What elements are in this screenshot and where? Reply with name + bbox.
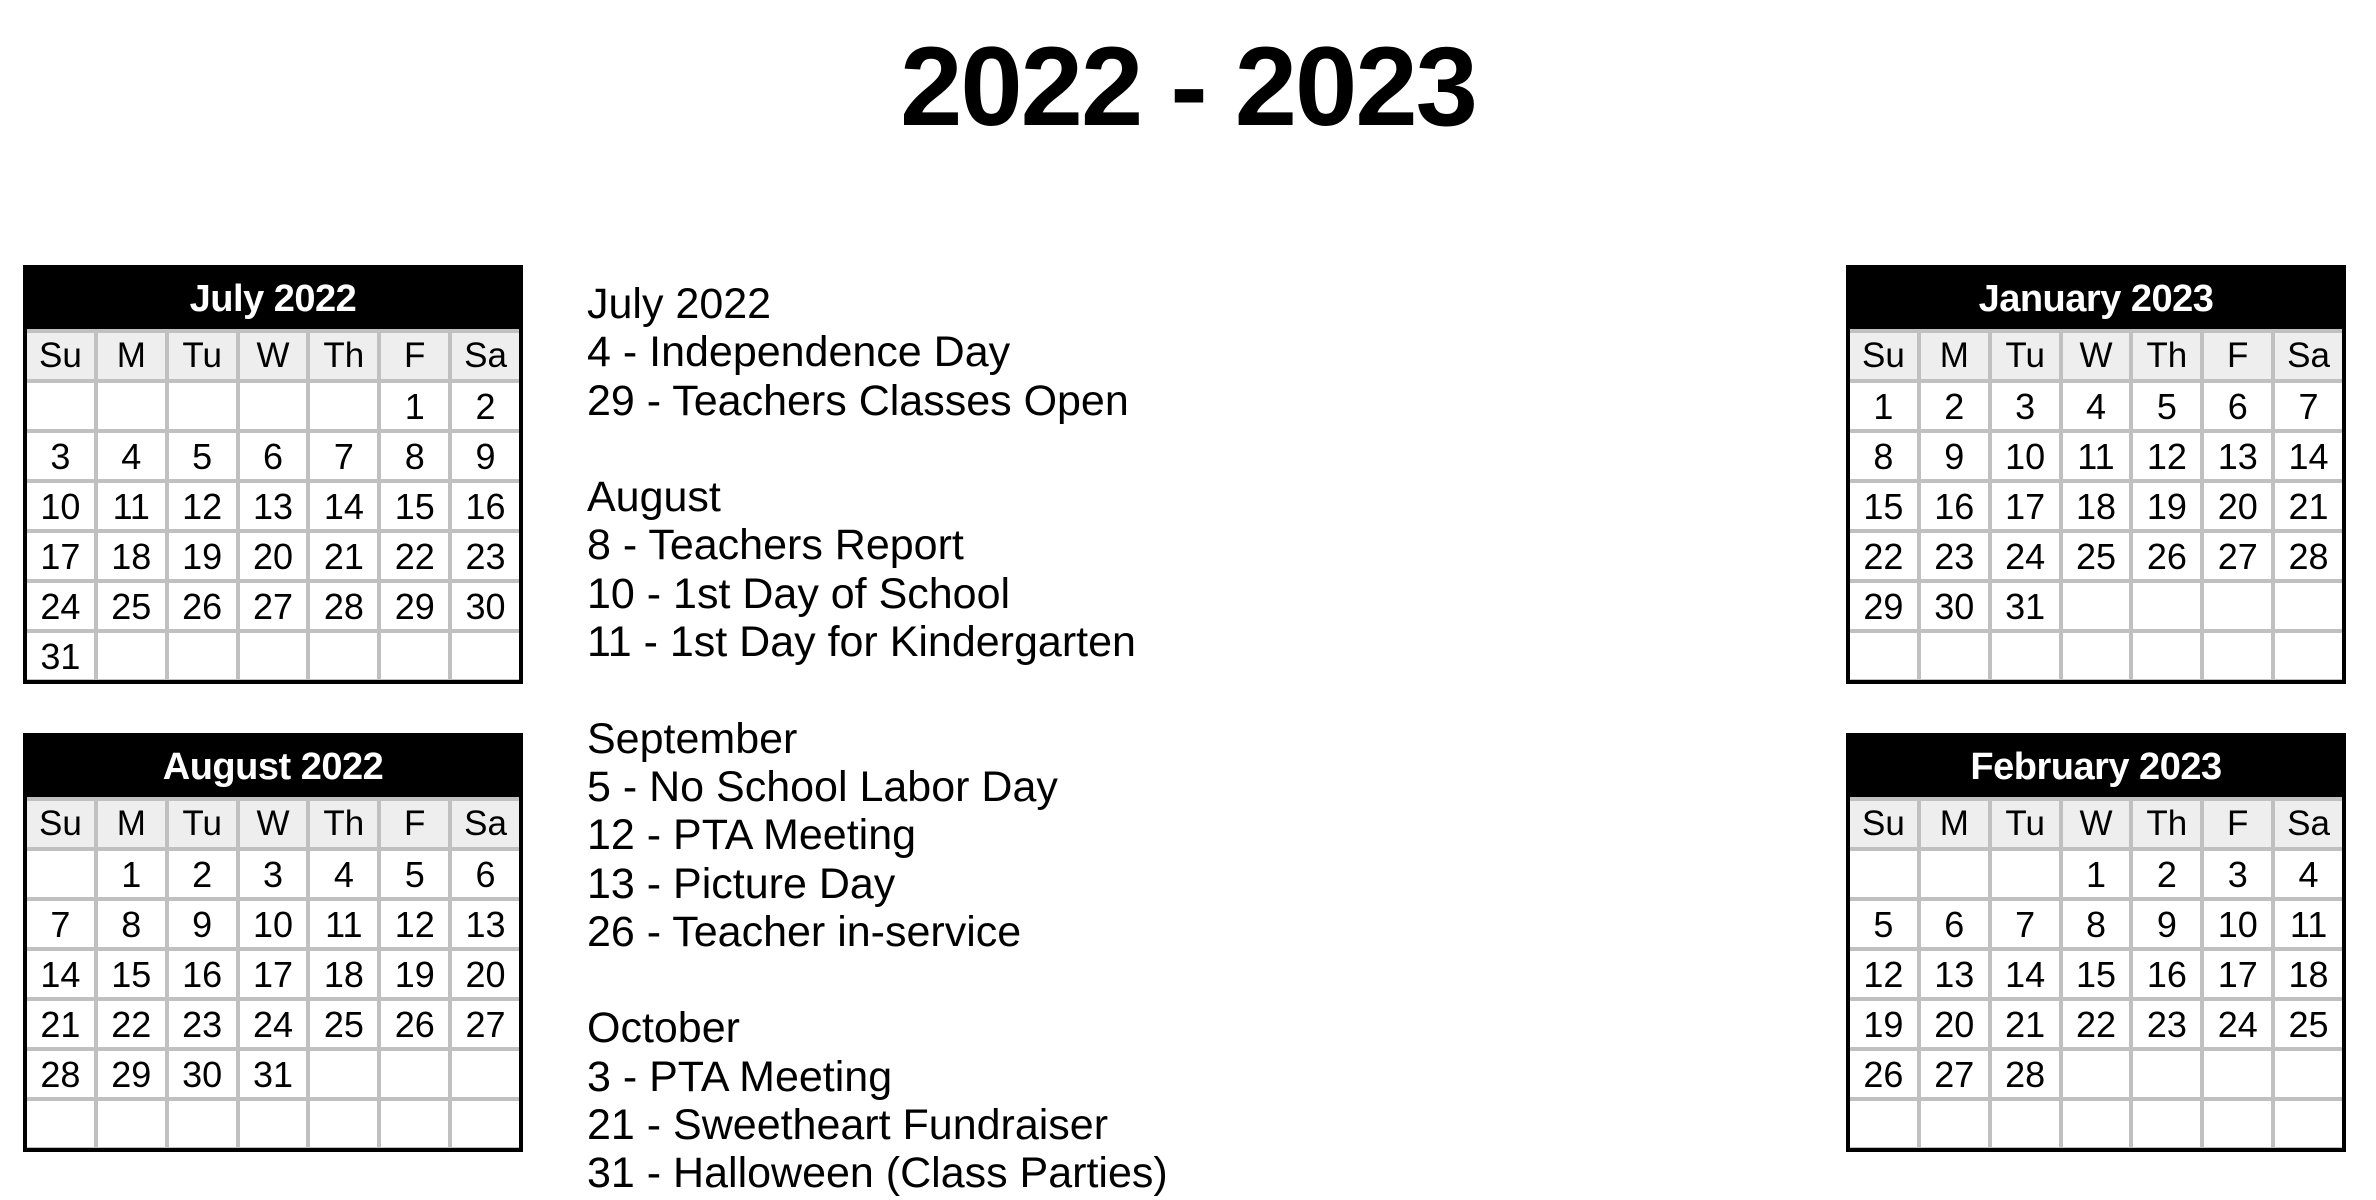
day-cell: 28 [1992,1051,2059,1097]
day-cell: 18 [98,533,165,579]
day-cell [381,1051,448,1097]
day-cell: 23 [452,533,519,579]
event-item: 13 - Picture Day [587,859,896,908]
day-cell: 31 [240,1051,307,1097]
day-cell: 22 [98,1001,165,1047]
day-cell: 18 [310,951,377,997]
weekday-header: M [98,333,165,379]
event-group-spacer [587,956,1168,1004]
day-cell: 31 [1992,583,2059,629]
day-cell [452,1101,519,1147]
day-cell: 19 [1850,1001,1917,1047]
event-item: 26 - Teacher in-service [587,907,1022,956]
day-cell: 21 [27,1001,94,1047]
day-cell [169,383,236,429]
day-cell: 10 [2204,901,2271,947]
day-cell: 11 [310,901,377,947]
day-cell: 31 [27,633,94,679]
day-cell: 24 [27,583,94,629]
day-cell [2133,583,2200,629]
day-cell: 15 [381,483,448,529]
day-cell [310,1101,377,1147]
day-cell [2133,1101,2200,1147]
day-cell: 3 [27,433,94,479]
day-cell: 5 [2133,383,2200,429]
day-cell: 9 [169,901,236,947]
day-cell [240,633,307,679]
day-cell: 16 [1921,483,1988,529]
day-cell: 6 [2204,383,2271,429]
weekday-header: Su [27,333,94,379]
day-cell: 5 [381,851,448,897]
day-cell [27,1101,94,1147]
day-cell: 16 [2133,951,2200,997]
day-cell: 12 [169,483,236,529]
event-item: 8 - Teachers Report [587,521,964,570]
day-cell: 8 [381,433,448,479]
day-cell [310,1051,377,1097]
event-item: 21 - Sweetheart Fundraiser [587,1101,1109,1150]
day-cell [1850,633,1917,679]
event-item: 10 - 1st Day of School [587,569,1011,618]
day-cell: 13 [2204,433,2271,479]
day-cell: 15 [98,951,165,997]
weekday-header: Tu [169,333,236,379]
day-cell: 26 [2133,533,2200,579]
day-cell: 23 [169,1001,236,1047]
day-cell: 9 [1921,433,1988,479]
day-cell: 21 [310,533,377,579]
day-cell: 6 [452,851,519,897]
day-cell: 3 [240,851,307,897]
day-cell: 17 [1992,483,2059,529]
event-group-spacer [587,666,1168,714]
weekday-header: Su [1850,333,1917,379]
day-cell: 10 [27,483,94,529]
weekday-header: W [240,801,307,847]
day-cell: 5 [1850,901,1917,947]
day-cell: 17 [240,951,307,997]
event-item: 5 - No School Labor Day [587,762,1058,811]
day-cell [310,633,377,679]
day-cell [2204,1051,2271,1097]
day-cell: 4 [98,433,165,479]
day-cell: 20 [240,533,307,579]
day-cell: 13 [452,901,519,947]
weekday-header: Su [1850,801,1917,847]
day-cell: 8 [2063,901,2130,947]
weekday-header: F [381,333,448,379]
day-cell [2204,1101,2271,1147]
day-cell [240,383,307,429]
day-cell [98,633,165,679]
day-cell: 23 [1921,533,1988,579]
day-cell: 3 [1992,383,2059,429]
day-cell [169,1101,236,1147]
event-month-heading: October [587,1004,740,1053]
event-item: 29 - Teachers Classes Open [587,376,1129,425]
day-cell: 28 [27,1051,94,1097]
event-item: 12 - PTA Meeting [587,811,917,860]
day-cell: 20 [2204,483,2271,529]
day-cell [2133,1051,2200,1097]
day-cell: 21 [2275,483,2342,529]
weekday-header: Sa [452,333,519,379]
day-cell: 6 [1921,901,1988,947]
event-item: 31 - Halloween (Class Parties) [587,1149,1168,1198]
day-cell [1850,851,1917,897]
day-cell: 4 [2063,383,2130,429]
day-cell: 30 [1921,583,1988,629]
day-cell [310,383,377,429]
day-cell: 26 [1850,1051,1917,1097]
weekday-header: Th [2133,333,2200,379]
weekday-header: Th [2133,801,2200,847]
day-cell: 9 [2133,901,2200,947]
day-cell: 8 [98,901,165,947]
day-cell: 30 [169,1051,236,1097]
day-cell: 25 [310,1001,377,1047]
calendar-grid [1850,329,2342,680]
weekday-header: M [1921,801,1988,847]
day-cell [381,633,448,679]
calendar-january-2023 [1846,265,2346,684]
weekday-header: Tu [1992,801,2059,847]
day-cell [169,633,236,679]
day-cell: 3 [2204,851,2271,897]
weekday-header: M [98,801,165,847]
day-cell: 14 [310,483,377,529]
events-list [587,280,1168,1198]
day-cell: 16 [452,483,519,529]
event-month-heading: August [587,473,721,522]
event-month-heading: September [587,714,798,763]
day-cell: 18 [2275,951,2342,997]
day-cell [98,1101,165,1147]
day-cell: 19 [2133,483,2200,529]
day-cell: 11 [2063,433,2130,479]
calendar-month-title: February 2023 [1850,737,2342,797]
day-cell: 15 [1850,483,1917,529]
day-cell [27,383,94,429]
day-cell [240,1101,307,1147]
day-cell: 8 [1850,433,1917,479]
day-cell: 21 [1992,1001,2059,1047]
day-cell: 7 [1992,901,2059,947]
day-cell: 29 [98,1051,165,1097]
weekday-header: F [381,801,448,847]
day-cell: 28 [310,583,377,629]
day-cell: 5 [169,433,236,479]
day-cell: 10 [1992,433,2059,479]
day-cell [2275,583,2342,629]
day-cell: 28 [2275,533,2342,579]
weekday-header: Sa [2275,333,2342,379]
calendar-grid [1850,797,2342,1148]
day-cell: 27 [2204,533,2271,579]
weekday-header: Th [310,333,377,379]
day-cell: 11 [98,483,165,529]
event-item: 11 - 1st Day for Kindergarten [587,618,1136,667]
day-cell [2063,633,2130,679]
page-title: 2022 - 2023 [900,24,1476,149]
day-cell [2063,1101,2130,1147]
day-cell: 29 [381,583,448,629]
day-cell: 6 [240,433,307,479]
day-cell [1921,851,1988,897]
day-cell [27,851,94,897]
day-cell: 27 [452,1001,519,1047]
day-cell [2204,583,2271,629]
day-cell [98,383,165,429]
day-cell [1992,633,2059,679]
event-item: 3 - PTA Meeting [587,1052,893,1101]
day-cell: 20 [452,951,519,997]
day-cell: 22 [381,533,448,579]
day-cell: 13 [240,483,307,529]
day-cell: 1 [1850,383,1917,429]
day-cell: 1 [2063,851,2130,897]
day-cell: 24 [2204,1001,2271,1047]
day-cell: 30 [452,583,519,629]
weekday-header: Tu [169,801,236,847]
weekday-header: Tu [1992,333,2059,379]
day-cell: 9 [452,433,519,479]
day-cell: 12 [2133,433,2200,479]
calendar-month-title: January 2023 [1850,269,2342,329]
day-cell [452,1051,519,1097]
weekday-header: Sa [452,801,519,847]
day-cell: 23 [2133,1001,2200,1047]
day-cell: 17 [27,533,94,579]
day-cell: 24 [1992,533,2059,579]
day-cell: 4 [310,851,377,897]
day-cell: 26 [381,1001,448,1047]
calendar-february-2023 [1846,733,2346,1152]
day-cell: 14 [27,951,94,997]
day-cell [2063,1051,2130,1097]
day-cell: 27 [240,583,307,629]
day-cell: 4 [2275,851,2342,897]
calendar-grid [27,329,519,680]
day-cell: 18 [2063,483,2130,529]
calendar-grid [27,797,519,1148]
weekday-header: Th [310,801,377,847]
event-group-spacer [587,425,1168,473]
day-cell [1992,1101,2059,1147]
day-cell: 25 [2063,533,2130,579]
day-cell [2133,633,2200,679]
day-cell [2204,633,2271,679]
day-cell: 2 [2133,851,2200,897]
day-cell [1921,633,1988,679]
weekday-header: F [2204,333,2271,379]
weekday-header: M [1921,333,1988,379]
day-cell: 24 [240,1001,307,1047]
event-month-heading: July 2022 [587,280,772,328]
day-cell: 7 [2275,383,2342,429]
day-cell [2275,633,2342,679]
day-cell: 11 [2275,901,2342,947]
day-cell: 2 [1921,383,1988,429]
day-cell: 22 [1850,533,1917,579]
day-cell: 13 [1921,951,1988,997]
day-cell: 12 [381,901,448,947]
calendar-month-title: July 2022 [27,269,519,329]
day-cell: 29 [1850,583,1917,629]
day-cell: 17 [2204,951,2271,997]
day-cell: 19 [169,533,236,579]
day-cell [2275,1051,2342,1097]
day-cell: 14 [1992,951,2059,997]
weekday-header: Su [27,801,94,847]
day-cell [452,633,519,679]
day-cell: 16 [169,951,236,997]
day-cell: 7 [310,433,377,479]
weekday-header: W [2063,801,2130,847]
calendar-july-2022 [23,265,523,684]
day-cell: 2 [452,383,519,429]
day-cell: 19 [381,951,448,997]
day-cell: 25 [2275,1001,2342,1047]
day-cell: 10 [240,901,307,947]
day-cell: 15 [2063,951,2130,997]
calendar-august-2022 [23,733,523,1152]
weekday-header: W [2063,333,2130,379]
day-cell: 20 [1921,1001,1988,1047]
day-cell: 1 [98,851,165,897]
day-cell: 27 [1921,1051,1988,1097]
day-cell [2275,1101,2342,1147]
calendar-month-title: August 2022 [27,737,519,797]
day-cell: 2 [169,851,236,897]
day-cell [1992,851,2059,897]
day-cell: 26 [169,583,236,629]
day-cell [381,1101,448,1147]
day-cell [1921,1101,1988,1147]
weekday-header: W [240,333,307,379]
day-cell: 14 [2275,433,2342,479]
weekday-header: Sa [2275,801,2342,847]
day-cell [2063,583,2130,629]
day-cell: 25 [98,583,165,629]
event-item: 4 - Independence Day [587,328,1011,377]
day-cell [1850,1101,1917,1147]
day-cell: 1 [381,383,448,429]
day-cell: 22 [2063,1001,2130,1047]
day-cell: 7 [27,901,94,947]
day-cell: 12 [1850,951,1917,997]
weekday-header: F [2204,801,2271,847]
